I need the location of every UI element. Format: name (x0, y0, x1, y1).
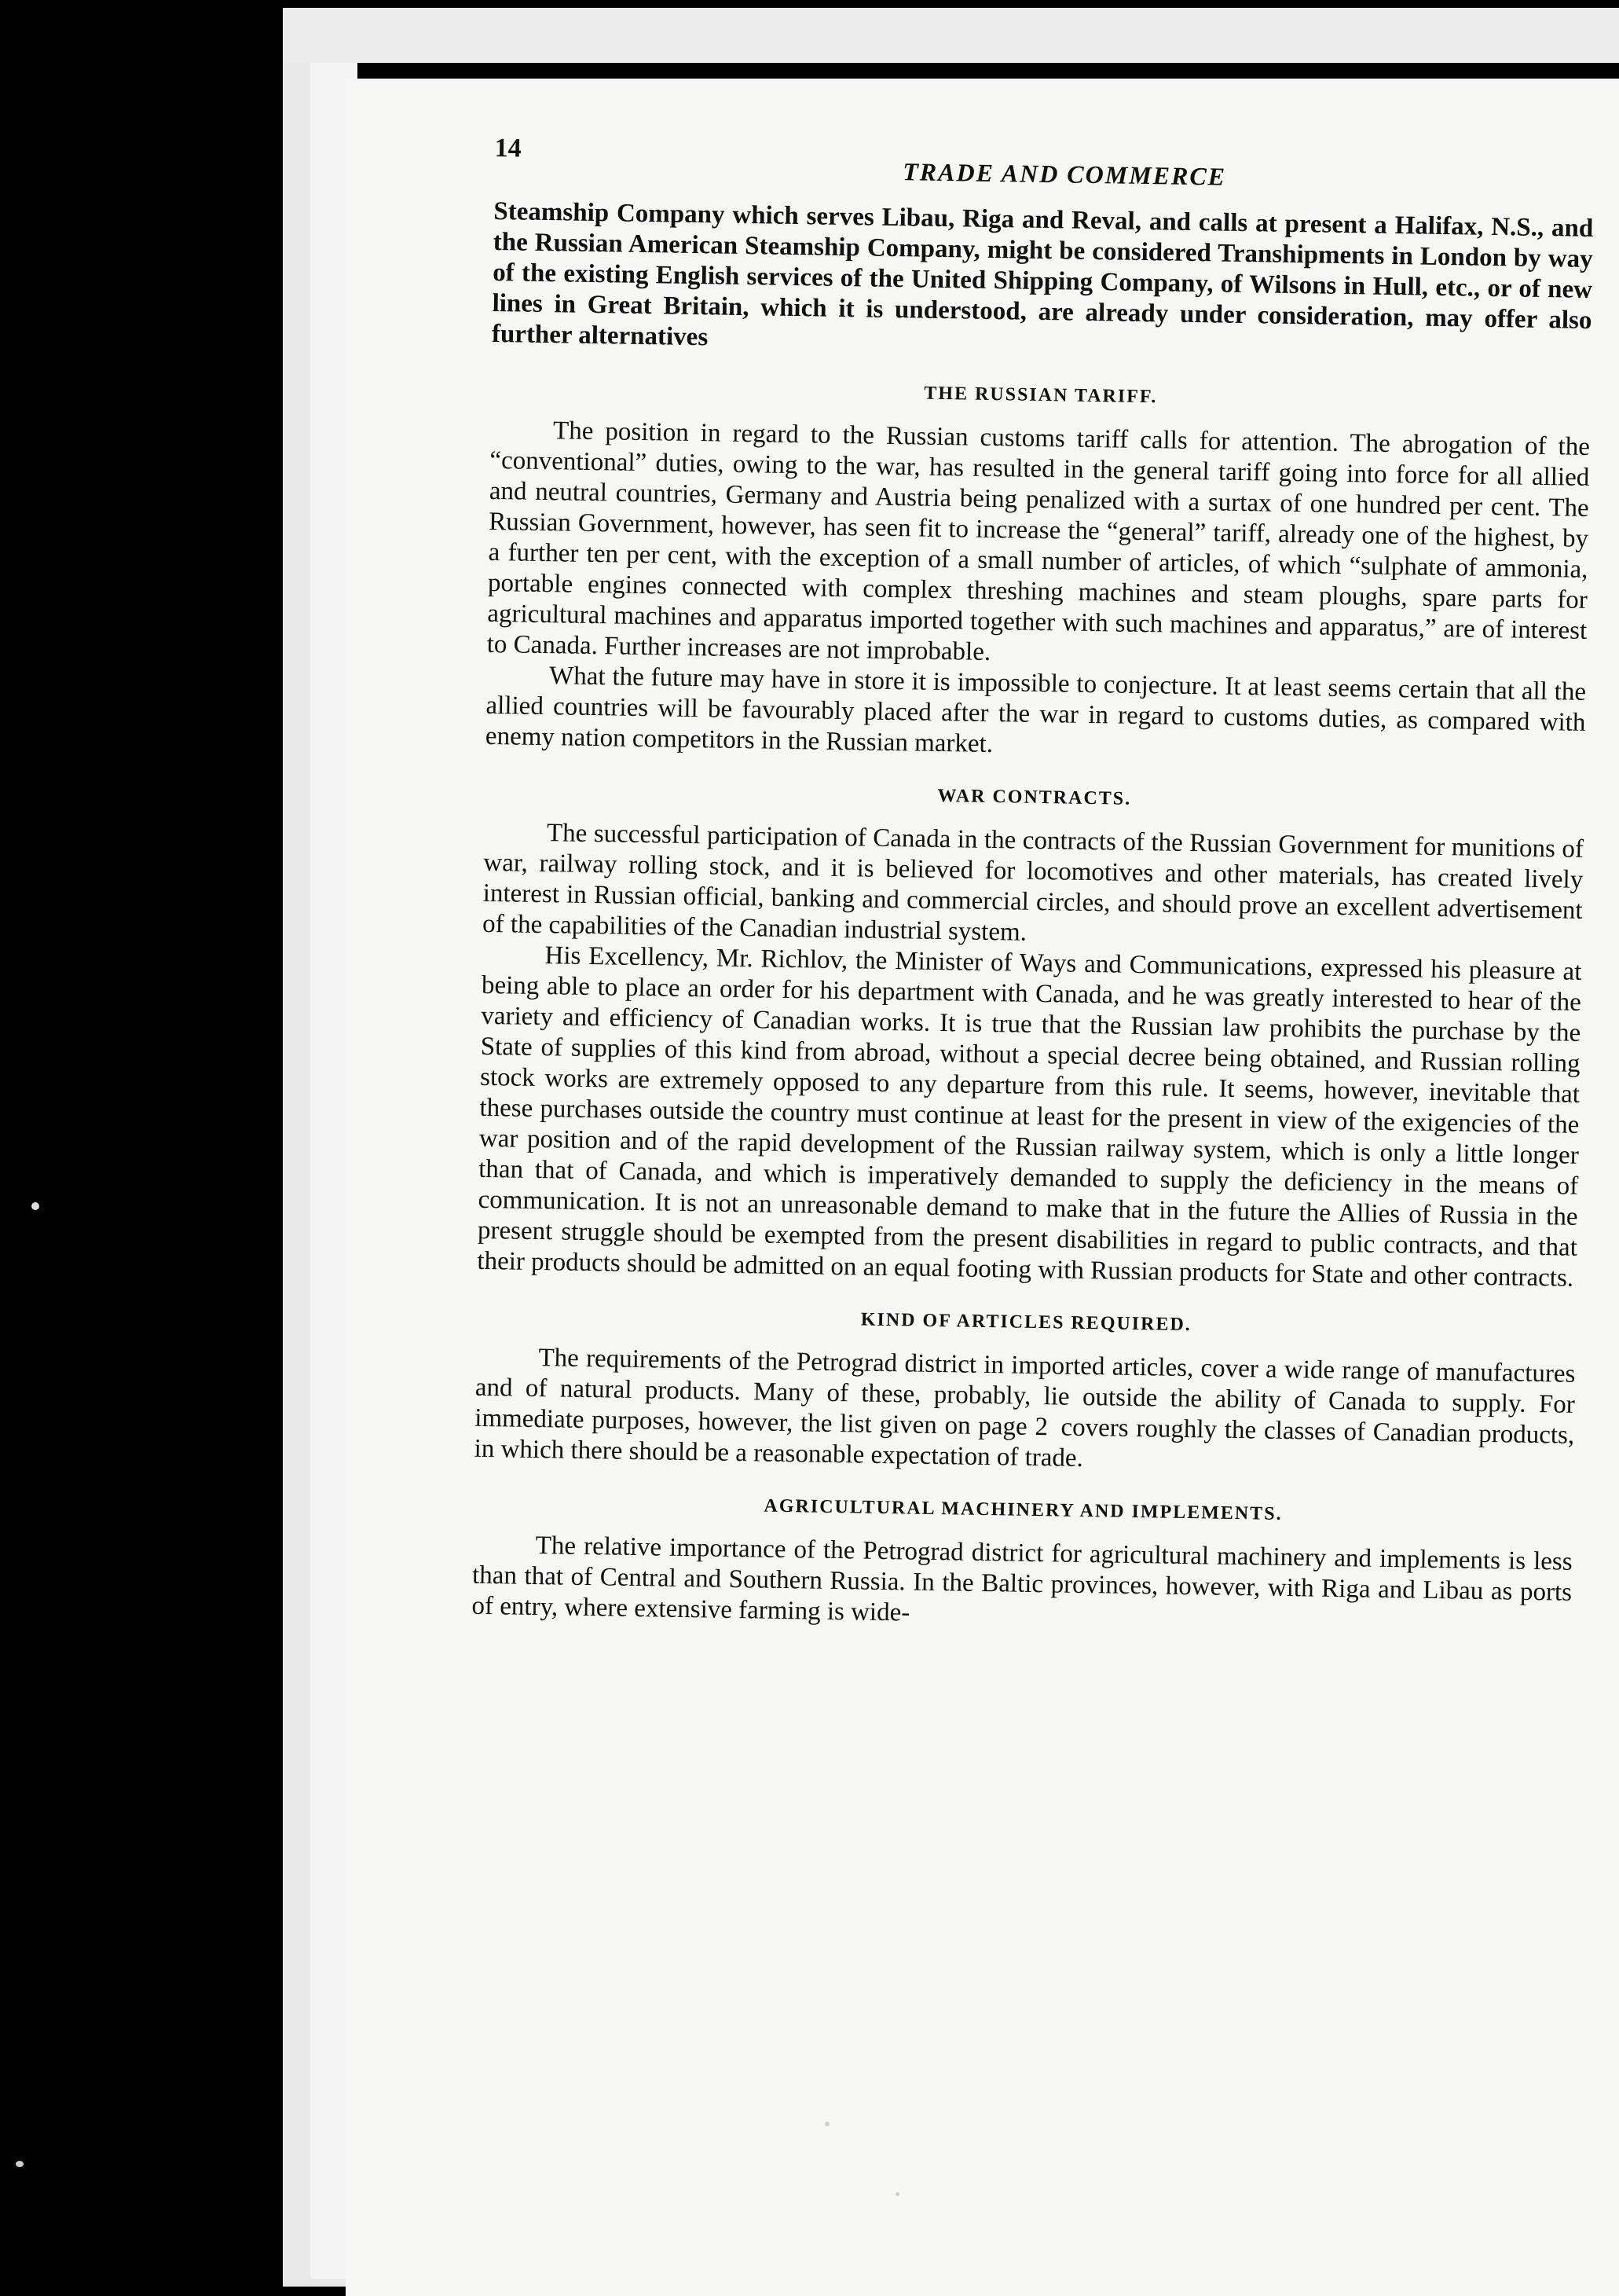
scan-speck (825, 2122, 830, 2126)
page-content (471, 134, 1595, 1639)
body-paragraph: The relative importance of the Petrograd district for agricultural machinery and implements is less than that of Central and Southern Russia. In the Baltic provinces, however, with Riga and Libau as ports of entry, where extensive farming is wide- (471, 1531, 1573, 1627)
book-page (346, 79, 1619, 2296)
section-heading-russian-tariff: THE RUSSIAN TARIFF. (924, 383, 1158, 408)
body-paragraph: What the future may have in store it is impossible to conjecture. It at least seems certain that all the allied countries will be favourably placed after the war in regard to customs duties, as compared with enemy nation competitors in the Russian market. (485, 662, 1587, 759)
margin-mark (31, 1202, 39, 1210)
page-number: 14 (494, 134, 522, 163)
running-head: TRADE AND COMMERCE (903, 157, 1227, 191)
section-heading-kind-of-articles: KIND OF ARTICLES REQUIRED. (860, 1309, 1192, 1336)
body-paragraph: The successful participation of Canada in the contracts of the Russian Government for munitions of war, railway rolling stock, and it is believed for locomotives and other materials, has created lively interest in Russian official, banking and commercial circles, and should prove an excellent advertisement of the capabilities of the Canadian industrial system. (482, 819, 1584, 947)
margin-mark (16, 2161, 24, 2167)
page-edge-stack-top (283, 8, 1619, 63)
section-heading-war-contracts: WAR CONTRACTS. (937, 785, 1132, 809)
scan-speck (896, 2192, 899, 2196)
section-heading-agricultural-machinery: AGRICULTURAL MACHINERY AND IMPLEMENTS. (764, 1495, 1283, 1524)
body-paragraph: His Excellency, Mr. Richlov, the Minister of Ways and Communications, expressed his pleasure at being able to place an order for his department with Canada, and he was greatly interested to hear of the variety and efficiency of Canadian works. It is true that the Russian law prohibits the purchase by the State of supplies of this kind from abroad, without a special decree being obtained, and Russian rolling stock works are extremely opposed to any departure from this rule. It seems, however, inevitable that these purchases outside the country must continue at least for the present in view of the exigencies of the war position and of the rapid development of the Russian railway system, which is only a little longer than that of Canada, and which is imperatively demanded to supply the deficiency in the means of communication. It is not an unreasonable demand to make that in the future the Allies of Russia in the present struggle should be exempted from the present disabilities in regard to public contracts, and that their products should be admitted on an equal footing with Russian products for State and other contracts. (477, 941, 1582, 1293)
body-paragraph: The position in regard to the Russian customs tariff calls for attention. The abrogation of the “conventional” duties, owing to the war, has resulted in the general tariff going into force for all allied and neutral countries, Germany and Austria being penalized with a surtax of one hundred per cent. The Russian Government, however, has seen fit to increase the “general” tariff, already one of the highest, by a further ten per cent, with the exception of a small number of articles, of which “sulphate of ammonia, portable engines connected with complex threshing machines and steam ploughs, spare parts for agricultural machines and apparatus imported together with such machines and apparatus,” are of interest to Canada. Further increases are not improbable. (486, 416, 1591, 666)
body-paragraph: The requirements of the Petrograd district in imported articles, cover a wide range of manufactures and of natural products. Many of these, probably, lie outside the ability of Canada to supply. For immediate purposes, however, the list given on page 2 covers roughly the classes of Canadian products, in which there should be a reasonable expectation of trade. (474, 1344, 1576, 1473)
continuation-paragraph: Steamship Company which serves Libau, Riga and Reval, and calls at present a Halifax, N.S., and the Russian American Steamship Company, might be considered Transhipments in London by way of the existing English services of the United Shipping Company, of Wilsons in Hull, etc., or of new lines in Great Britain, which it is understood, are already under consideration, may offer also further alternatives (491, 196, 1594, 352)
